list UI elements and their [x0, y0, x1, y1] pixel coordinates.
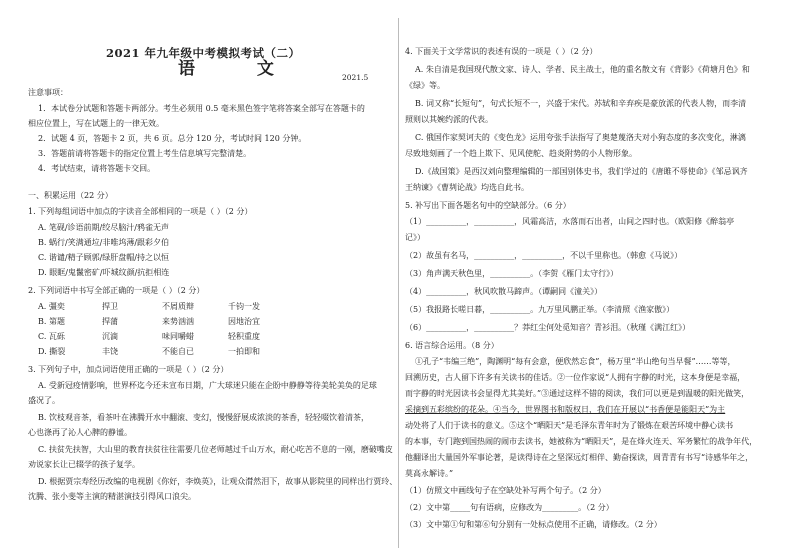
question-1-stem: 1. 下列每组词语中加点的字读音全部相同的一项是（ ）（2 分）	[28, 207, 253, 216]
question-5-line: （4）__________，秋风吹散马蹄声。（谭嗣同《潼关》）	[405, 287, 603, 296]
question-4-stem: 4. 下面关于文学常识的表述有误的一项是（ ）（2 分）	[405, 47, 598, 56]
question-4-line: B. 词又称“长短句”，句式长短不一，兴盛于宋代。苏轼和辛弃疾是豪放派的代表人物，而李清	[415, 99, 747, 108]
question-2-option-b	[38, 316, 260, 327]
question-3-line: A. 受新冠疫情影响，世界杯迄今还未宣布日期，广大球迷只能在企盼中静静等待美轮美奂的足球	[38, 381, 377, 390]
question-4-line: 照则以其婉约派的代表。	[405, 115, 493, 124]
option-word: 千钧一发	[228, 302, 260, 311]
question-3-line: D. 根据贾宗寿经历改编的电视剧《你好，李焕英》，让观众潸然泪下，故事从影院里的同样出行贾玲、	[38, 477, 398, 486]
question-3-line: 劝说家长让已辍学的孩子复学。	[28, 460, 140, 469]
option-word: 轻积重度	[228, 332, 260, 341]
option-word: 捍蒲	[102, 317, 118, 326]
question-5-line: （6）__________，__________？莽红尘何处觅知音？青衫泪。（秋瑾《满江红》）	[405, 323, 691, 332]
question-1-option-a: A. 笔砚/诊语前期/绞尽脑汁/鸦雀无声	[38, 223, 169, 232]
option-word: D. 撕裂	[38, 347, 66, 356]
question-5-line: （5）我报路长嗟日暮，__________。九万里风鹏正举。（李清照《渔家傲》）	[405, 305, 675, 314]
question-6-underlined-line: 采摘到五彩缤纷的花朵。④当今，世界图书和版权日，我们在开展以“书香便是能阳天”为主	[405, 405, 726, 414]
question-6-subquestion: （3）文中第①句和第⑥句分别有一处标点使用不正确，请修改。（2 分）	[405, 520, 662, 529]
option-word: 捍卫	[102, 302, 118, 311]
question-4-line: 《绿》等。	[405, 81, 445, 90]
option-word: 一拍即和	[228, 347, 260, 356]
option-word: 不能自已	[162, 347, 194, 356]
question-2-option-c	[38, 331, 260, 342]
question-1-option-b: B. 蜗行/笑满通垃/非唯坞薄/跟彩夕伯	[38, 238, 170, 247]
question-3-line: B. 饮枝观音茶，看茶叶在沸腾开水中翻滚、变幻，慢慢舒展成浓淡的茶香，轻轻啜饮着清茶，	[38, 413, 369, 422]
question-3-line: 沈腾、张小斐等主演的精湛演技引得风口浪尖。	[28, 492, 196, 501]
option-word: 味同嚼蜡	[162, 332, 194, 341]
question-6-line: 动处将了人们于读书的意义。⑤这个“晒阳天”是毛泽东青年时为了锻炼在艰苦环境中静心读书	[405, 421, 734, 430]
option-word: C. 瓦砾	[38, 332, 65, 341]
question-6-line: ①孔子“韦编三绝”，陶渊明“每有会意，便欣然忘食”，杨万里“半山绝句当早餐”……等等，	[415, 357, 736, 366]
question-3-line: 盛况了。	[28, 396, 60, 405]
question-4-line: 王纳谏》《曹刿论战》均选自此书。	[405, 183, 529, 192]
question-5-line: （2）故虽有名马，__________，__________，不以千里称也。（韩愈《马说》）	[405, 251, 683, 260]
notes-item: 2．试题 4 页，答题卡 2 页，共 6 页。总分 120 分，考试时间 120 分钟。	[38, 134, 307, 143]
option-word: 沉滴	[102, 332, 118, 341]
question-2-option-a	[38, 301, 260, 312]
question-1-option-d: D. 眼眶/鬼鬣密矿/吓城纹颜/抗拒相连	[38, 268, 170, 277]
question-5-line: （1）__________，__________，风霜高洁，水落而石出者，山间之四时也。（欧阳修《醉翁亭	[405, 217, 735, 226]
question-4-line: 尽致地刻画了一个趋上欺下、见风使舵、趋炎附势的小人物形象。	[405, 149, 637, 158]
question-6-line: 而字静的时光因读书会显得尤其美好。”③通过这样不错的阅读，我们可以更是到温暖的阳光做笑，	[405, 389, 750, 398]
question-2-stem: 2. 下列词语中书写全部正确的一项是（ ）（2 分）	[28, 286, 205, 295]
question-5-stem: 5. 补写出下面各题名句中的空缺部分。（6 分）	[405, 201, 571, 210]
question-6-line: 的本事，专门跑到国热闹的闹市去读书，她被称为“晒阳天”，是在烽火连天、军务繁忙的战争年代，	[405, 437, 758, 446]
notes-item: 4．考试结束，请将答题卡交回。	[38, 164, 156, 173]
option-word: B. 第题	[38, 317, 65, 326]
notes-item: 3．答题前请将答题卡的指定位置上考生信息填写完整清楚。	[38, 149, 252, 158]
option-word: A. 彊奕	[38, 302, 65, 311]
option-word: 来势汹汹	[162, 317, 194, 326]
column-divider	[398, 18, 399, 548]
question-3-line: C. 扶贫先扶智，大山里的教育扶贫往往需要几位老师越过千山万水，耐心吃苦不息的一刚，磨破嘴皮	[38, 445, 393, 454]
question-2-option-d	[38, 346, 260, 357]
notes-item: 1．本试卷分试题和答题卡两部分。考生必须用 0.5 毫米黑色签字笔将答案全部写在答题卡的	[38, 104, 365, 113]
question-4-line: A. 朱自清是我国现代散文家、诗人、学者、民主战士，他的重名散文有《背影》《荷塘月色》和	[415, 65, 750, 74]
subject-title: 语 文	[178, 59, 302, 79]
question-6-line: 回溯历史，古人留下许多有关读书的佳话。②一位作家说“人拥有字静的时光，这本身便是幸福，	[405, 373, 746, 382]
question-6-subquestion: （1）仿照文中画线句子在空缺处补写两个句子。（2 分）	[405, 486, 606, 495]
question-4-line: D.《战国策》是西汉刘向整理编辑的一部国别体史书，我们学过的《唐雎不辱使命》《邹忌讽齐	[415, 167, 748, 176]
option-word: 丰饶	[102, 347, 118, 356]
exam-title: 2021 年九年级中考模拟考试（二）	[106, 46, 301, 60]
question-5-line: （3）角声满天秋色里，__________。（李贺《雁门太守行》）	[405, 269, 619, 278]
notes-heading: 注意事项：	[28, 88, 68, 97]
question-3-line: 心也涤再了沁人心脾的静谧。	[28, 428, 132, 437]
question-6-line: 他翻译出大量国外军事论著，是读得诗在之坚深远灯相伴、勤奋探读，周青青有书写“诗感华年之，	[405, 453, 754, 462]
question-4-line: C. 俄国作家契诃夫的《变色龙》运用夸张手法指写了奥楚蔑洛夫对小狗态度的多次变化，淋漓	[415, 133, 746, 142]
question-1-option-c: C. 谐谴/精子顾郭/绿肝盘帽/持之以恒	[38, 253, 170, 262]
question-3-stem: 3. 下列句子中，加点词语使用正确的一项是（ ）（2 分）	[28, 365, 229, 374]
section-heading: 一、积累运用（22 分）	[28, 191, 113, 200]
option-word: 不屑质辩	[162, 302, 194, 311]
exam-date: 2021.5	[342, 73, 369, 82]
option-word: 因地治宜	[228, 317, 260, 326]
question-6-stem: 6. 语言综合运用。（8 分）	[405, 341, 499, 350]
question-6-line: 莫高永解诗。”	[405, 469, 454, 478]
question-5-line: 记》）	[405, 233, 425, 242]
notes-item: 相应位置上，写在试题上的一律无效。	[28, 119, 164, 128]
question-6-subquestion: （2）文中第_____句有语病，应修改为_________。（2 分）	[405, 503, 614, 512]
